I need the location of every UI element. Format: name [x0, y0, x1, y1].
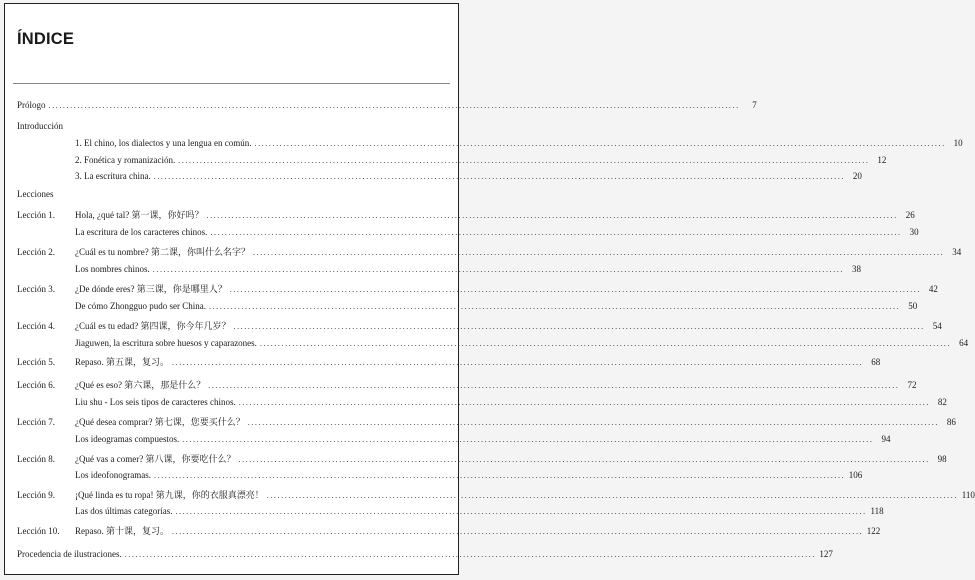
lesson-label: Lección 4. [17, 321, 55, 331]
dot-leader: ................................................................................................................................................................................................ [233, 322, 925, 331]
dot-leader: ................................................................................................................................................................................................ [266, 491, 958, 500]
title-divider [13, 83, 450, 84]
toc-page-number: 30 [909, 227, 919, 237]
dot-leader: ................................................................................................................................................................................................ [206, 211, 898, 220]
dot-leader: ................................................................................................................................................................................................ [172, 527, 864, 536]
dot-leader: ................................................................................................................................................................................................ [178, 156, 870, 165]
lesson-title: Hola, ¿qué tal? 第一课，你好吗？ [75, 210, 204, 220]
lesson-label: Lección 9. [17, 490, 55, 500]
toc-entry-intro-1 [75, 137, 963, 150]
toc-subentry-leccion-8 [75, 469, 863, 482]
toc-page-number: 20 [852, 171, 862, 181]
toc-subentry-leccion-2 [75, 263, 861, 276]
page-title: ÍNDICE [17, 30, 75, 48]
dot-leader: ................................................................................................................................................................................................ [175, 507, 867, 516]
dot-leader: ................................................................................................................................................................................................ [48, 101, 740, 110]
lesson-subtopic: Los ideogramas compuestos. [75, 434, 180, 444]
dot-leader: ................................................................................................................................................................................................ [254, 139, 946, 148]
toc-page-number: 38 [851, 264, 861, 274]
toc-entry-text: 1. El chino, los dialectos y una lengua en común. [75, 138, 252, 148]
dot-leader: ................................................................................................................................................................................................ [172, 358, 864, 367]
lesson-title: Repaso. 第十课，复习。 [75, 526, 169, 536]
lesson-subtopic: Jiaguwen, la escritura sobre huesos y caparazones. [75, 338, 257, 348]
toc-entry-intro-2 [75, 154, 887, 167]
lesson-label: Lección 5. [17, 357, 55, 367]
toc-page-number: 106 [848, 470, 863, 480]
dot-leader: ................................................................................................................................................................................................ [238, 455, 930, 464]
toc-subentry-leccion-1 [75, 226, 919, 239]
dot-leader: ................................................................................................................................................................................................ [210, 228, 902, 237]
toc-page-number: 34 [952, 247, 962, 257]
lesson-subtopic: Los nombres chinos. [75, 264, 150, 274]
lesson-subtopic: Las dos últimas categorías. [75, 506, 173, 516]
toc-entry-prologo [17, 99, 757, 112]
index-page [4, 3, 975, 575]
toc-page-number: 7 [752, 100, 757, 110]
toc-page-number: 86 [946, 417, 956, 427]
toc-page-number: 68 [871, 357, 881, 367]
lesson-title: ¿Qué desea comprar? 第七课，您要买什么？ [75, 417, 245, 427]
lesson-label: Lección 7. [17, 417, 55, 427]
toc-entry-leccion-1 [17, 209, 915, 222]
toc-entry-leccion-4 [17, 320, 942, 333]
lesson-title: ¿Cuál es tu nombre? 第二课，你叫什么名字？ [75, 247, 250, 257]
dot-leader: ................................................................................................................................................................................................ [182, 435, 874, 444]
lesson-label: Lección 3. [17, 284, 55, 294]
lesson-label: Lección 1. [17, 210, 55, 220]
toc-entry-text: 2. Fonética y romanización. [75, 155, 176, 165]
toc-entry-leccion-2 [17, 246, 962, 259]
toc-entry-leccion-7 [17, 416, 956, 429]
dot-leader: ................................................................................................................................................................................................ [153, 471, 846, 480]
toc-subentry-leccion-6 [75, 396, 947, 409]
toc-page-number: 54 [932, 321, 942, 331]
toc-entry-leccion-6 [17, 379, 917, 392]
lesson-label: Lección 8. [17, 454, 55, 464]
dot-leader: ................................................................................................................................................................................................ [153, 172, 845, 181]
toc-entry-leccion-8 [17, 453, 947, 466]
toc-page-number: 26 [905, 210, 915, 220]
dot-leader: ................................................................................................................................................................................................ [152, 265, 844, 274]
lesson-subtopic: La escritura de los caracteres chinos. [75, 227, 208, 237]
dot-leader: ................................................................................................................................................................................................ [238, 398, 930, 407]
toc-entry-text: 3. La escritura china. [75, 171, 151, 181]
section-heading-introduccion: Introducción [17, 121, 63, 131]
toc-page-number: 118 [870, 506, 884, 516]
lesson-title: ¿Qué vas a comer? 第八课，你要吃什么？ [75, 454, 236, 464]
toc-subentry-leccion-9 [75, 505, 884, 518]
toc-page-number: 50 [908, 301, 918, 311]
section-heading-lecciones: Lecciones [17, 189, 54, 199]
lesson-subtopic: Los ideofonogramas. [75, 470, 151, 480]
lesson-title: ¿De dónde eres? 第三课，你是哪里人？ [75, 284, 227, 294]
lesson-title: ¡Qué linda es tu ropa! 第九课，你的衣服真漂亮！ [75, 490, 264, 500]
lesson-title: Repaso. 第五课，复习。 [75, 357, 169, 367]
toc-entry-leccion-9 [17, 489, 975, 502]
toc-page-number: 72 [907, 380, 917, 390]
dot-leader: ................................................................................................................................................................................................ [124, 550, 816, 559]
toc-page-number: 12 [877, 155, 887, 165]
dot-leader: ................................................................................................................................................................................................ [229, 285, 921, 294]
toc-page-number: 94 [881, 434, 891, 444]
lesson-label: Lección 10. [17, 526, 60, 536]
lesson-subtopic: De cómo Zhongguo pudo ser China. [75, 301, 206, 311]
toc-entry-leccion-3 [17, 283, 938, 296]
toc-subentry-leccion-7 [75, 433, 891, 446]
toc-page-number: 127 [819, 549, 833, 559]
toc-page-number: 122 [866, 526, 881, 536]
dot-leader: ................................................................................................................................................................................................ [259, 339, 952, 348]
toc-subentry-leccion-3 [75, 300, 918, 313]
toc-page-number: 98 [937, 454, 947, 464]
toc-entry-procedencia [17, 548, 833, 561]
lesson-title: ¿Cuál es tu edad? 第四课，你今年几岁？ [75, 321, 231, 331]
toc-entry-text: Procedencia de ilustraciones. [17, 549, 122, 559]
toc-page-number: 42 [928, 284, 938, 294]
dot-leader: ................................................................................................................................................................................................ [252, 248, 945, 257]
toc-page-number: 10 [953, 138, 963, 148]
toc-page-number: 82 [937, 397, 947, 407]
dot-leader: ................................................................................................................................................................................................ [208, 381, 900, 390]
toc-subentry-leccion-4 [75, 337, 969, 350]
toc-entry-text: Prólogo [17, 100, 46, 110]
lesson-label: Lección 2. [17, 247, 55, 257]
toc-entry-intro-3 [75, 170, 862, 183]
lesson-title: ¿Qué es eso? 第六课，那是什么？ [75, 380, 206, 390]
toc-page-number: 64 [959, 338, 969, 348]
lesson-label: Lección 6. [17, 380, 55, 390]
toc-page-number: 110 [961, 490, 975, 500]
lesson-subtopic: Liu shu - Los seis tipos de caracteres chinos. [75, 397, 236, 407]
toc-entry-leccion-5 [17, 356, 881, 369]
dot-leader: ................................................................................................................................................................................................ [247, 418, 939, 427]
dot-leader: ................................................................................................................................................................................................ [208, 302, 901, 311]
toc-entry-leccion-10 [17, 525, 881, 538]
